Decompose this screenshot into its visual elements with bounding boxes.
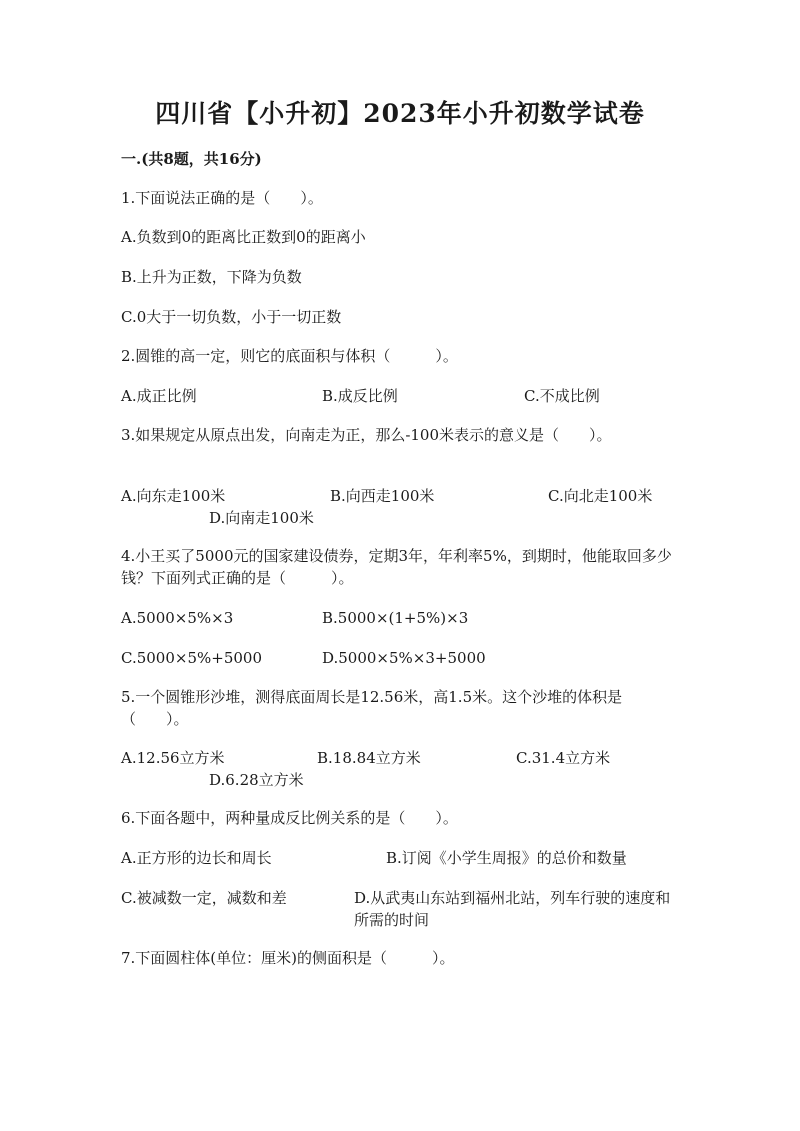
q4-option-b: B.5000×(1+5%)×3	[322, 609, 469, 627]
q5-stem: 5.一个圆锥形沙堆，测得底面周长是12.56米，高1.5米。这个沙堆的体积是（ ）。	[121, 688, 623, 728]
q4-option-a: A.5000×5%×3	[121, 609, 234, 627]
q2-option-a: A.成正比例	[121, 387, 197, 405]
q3-option-c: C.向北走100米	[548, 487, 653, 505]
q5-option-c: C.31.4立方米	[516, 749, 611, 767]
q5-option-d: D.6.28立方米	[209, 771, 304, 789]
q6-option-a: A.正方形的边长和周长	[121, 849, 272, 867]
q7-stem: 7.下面圆柱体(单位：厘米)的侧面积是（ ）。	[121, 949, 455, 967]
q4-option-c: C.5000×5%+5000	[121, 649, 262, 667]
q5-option-b: B.18.84立方米	[317, 749, 421, 767]
page-title: 四川省【小升初】2023年小升初数学试卷	[155, 99, 645, 128]
q6-option-d: D.从武夷山东站到福州北站，列车行驶的速度和所需的时间	[354, 889, 671, 929]
q2-option-c: C.不成比例	[524, 387, 600, 405]
q2-option-b: B.成反比例	[322, 387, 398, 405]
q6-option-c: C.被减数一定，减数和差	[121, 889, 287, 907]
q4-stem: 4.小王买了5000元的国家建设债券，定期3年，年利率5%，到期时，他能取回多少钱？下面列式正确的是（ ）。	[121, 547, 672, 587]
q3-option-b: B.向西走100米	[330, 487, 435, 505]
q3-stem: 3.如果规定从原点出发，向南走为正，那么-100米表示的意义是（ ）。	[121, 426, 612, 444]
q1-option-b: B.上升为正数，下降为负数	[121, 268, 302, 286]
q2-stem: 2.圆锥的高一定，则它的底面积与体积（ ）。	[121, 347, 458, 365]
q5-option-a: A.12.56立方米	[121, 749, 225, 767]
q1-option-c: C.0大于一切负数，小于一切正数	[121, 308, 342, 326]
section-heading: 一.(共8题，共16分)	[121, 150, 262, 168]
q4-option-d: D.5000×5%×3+5000	[322, 649, 486, 667]
q1-stem: 1.下面说法正确的是（ ）。	[121, 189, 323, 207]
q3-option-a: A.向东走100米	[121, 487, 226, 505]
q1-option-a: A.负数到0的距离比正数到0的距离小	[121, 228, 366, 246]
q3-option-d: D.向南走100米	[209, 509, 314, 527]
q6-stem: 6.下面各题中，两种量成反比例关系的是（ ）。	[121, 809, 458, 827]
q6-option-b: B.订阅《小学生周报》的总价和数量	[386, 849, 627, 867]
